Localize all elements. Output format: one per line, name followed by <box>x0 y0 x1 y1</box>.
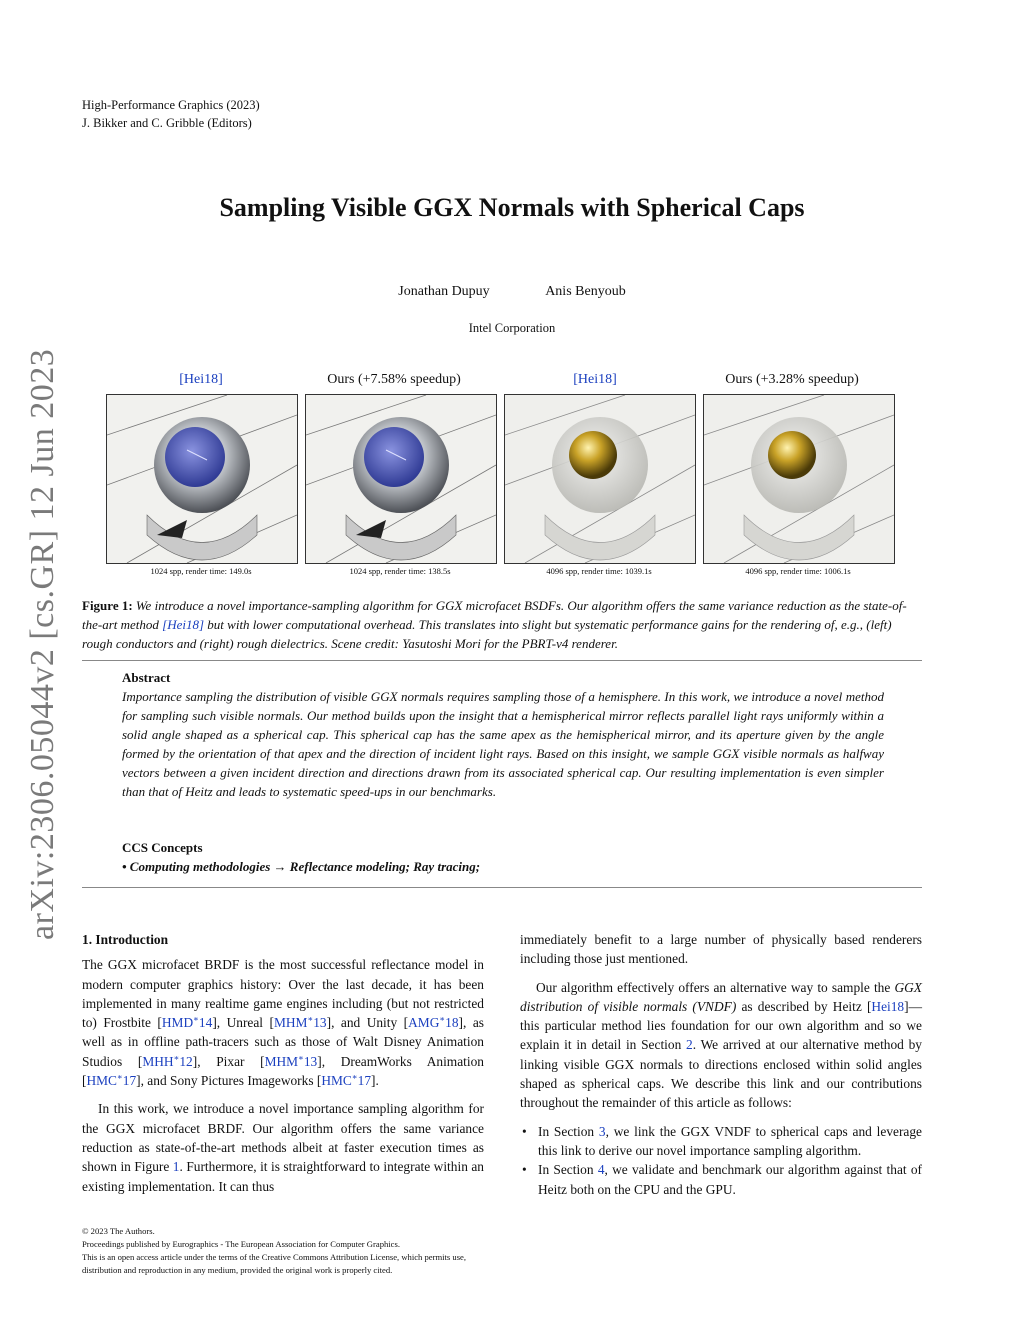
left-column <box>82 930 484 1205</box>
figure-caption <box>82 596 922 653</box>
paragraph: In this work, we introduce a novel importance sampling algorithm for the GGX microfacet BRDF. Our algorithm offers the same variance reduction as state-of-the-art methods albeit at faster execution times as shown in Figure 1. Furthermore, it is straightforward to integrate within an existing implementation. It can thus <box>82 1101 485 1194</box>
render-image-glass-hei18 <box>504 394 696 564</box>
render-image-glass-ours <box>703 394 895 564</box>
render-image-chrome-hei18 <box>106 394 298 564</box>
author-name: Jonathan Dupuy <box>398 284 490 299</box>
list-item: • In Section 4, we validate and benchmark our algorithm against that of Heitz both on the CPU and the GPU. <box>522 1162 923 1197</box>
affiliation: Intel Corporation <box>468 321 556 335</box>
figure-ref-link[interactable]: 1 <box>172 1159 180 1175</box>
citation-link[interactable]: [Hei18] <box>573 372 617 387</box>
citation-link[interactable]: MHM∗13 <box>264 1052 318 1069</box>
figure-panel-heading[interactable] <box>106 372 296 388</box>
panel-caption: 4096 spp, render time: 1006.1s <box>745 566 851 576</box>
citation-link[interactable]: HMC∗17 <box>321 1071 372 1089</box>
paragraph: Our algorithm effectively offers an alternative way to sample the GGX distribution of visible normals (VNDF) as described by Heitz [Hei18]—this particular method lies foundation for our own algorithm and so we explain it in detail in Section 2. We arrived at our alternative method by linking visible GGX normals to directions enclosed within solid angles shaped as spherical caps. We describe this link and our contributions throughout the remainder of this article as follows: <box>520 979 922 1111</box>
ccs-section <box>122 838 884 876</box>
citation-link[interactable]: AMG∗18 <box>408 1013 459 1031</box>
footer-line: This is an open access article under the terms of the Creative Commons Attribution License, which permits use, distribution and reproduction in any medium, provided the original work is properly cited. <box>82 1252 466 1275</box>
citation-link[interactable]: MHM∗13 <box>273 1013 327 1031</box>
figure-panel-heading: Ours (+7.58% speedup) <box>327 372 461 387</box>
contribution-list <box>520 1122 922 1199</box>
panel-caption: 1024 spp, render time: 138.5s <box>349 566 451 576</box>
abstract-section <box>122 668 884 801</box>
figure-panel-heading: Ours (+3.28% speedup) <box>725 372 859 387</box>
copyright-footer <box>82 1225 484 1277</box>
citation-link[interactable]: Hei18 <box>871 998 905 1014</box>
arxiv-watermark: arXiv:2306.05044v2 [cs.GR] 12 Jun 2023 <box>24 348 61 940</box>
venue-line-2: J. Bikker and C. Gribble (Editors) <box>82 116 252 130</box>
render-image-chrome-ours <box>305 394 497 564</box>
figure-caption-text: but with lower computational overhead. This translates into slight but systematic performance gains for the rendering of, e.g., (left) rough conductors and (right) rough dielectrics. Scene credit: Yasutoshi Mori for the PBRT-v4 renderer. <box>82 617 892 651</box>
abstract-text: Importance sampling the distribution of visible GGX normals requires sampling those of a hemisphere. In this work, we introduce a novel method for sampling such visible normals. Our method builds upon the insight that a hemispherical mirror reflects parallel light rays uniformly within a solid angle shaped as a spherical cap. This spherical cap has the same apex as the hemispherical mirror, and its aperture given by the angle formed by the orientation of that apex and the direction of incident light rays. Based on this insight, we sample GGX visible normals as halfway vectors between a given incident direction and directions drawn from its associated spherical cap. Our resulting implementation is even simpler than that of Heitz and leads to systematic speed-ups in our benchmarks. <box>122 689 884 799</box>
figure-panel-heading[interactable] <box>500 372 690 388</box>
ccs-text: • Computing methodologies → Reflectance modeling; Ray tracing; <box>122 859 481 874</box>
author-name: Anis Benyoub <box>545 284 626 299</box>
right-column <box>520 930 922 1199</box>
divider <box>82 887 922 888</box>
footer-line: Proceedings published by Eurographics - The European Association for Computer Graphics. <box>82 1239 400 1249</box>
paragraph: immediately benefit to a large number of physically based renderers including those just mentioned. <box>520 932 922 967</box>
ccs-heading: CCS Concepts <box>122 840 203 855</box>
section-heading: 1. Introduction <box>82 932 169 947</box>
venue-line-1: High-Performance Graphics (2023) <box>82 98 260 112</box>
citation-link[interactable]: MHH∗12 <box>142 1052 193 1069</box>
paper-title: Sampling Visible GGX Normals with Spherical Caps <box>219 193 805 222</box>
abstract-heading: Abstract <box>122 670 171 685</box>
figure-label: Figure 1: <box>82 598 133 613</box>
section-ref-link[interactable]: 2 <box>686 1037 693 1053</box>
citation-link[interactable]: HMD∗14 <box>161 1013 213 1031</box>
bullet-icon: • <box>522 1162 527 1178</box>
citation-link[interactable]: [Hei18] <box>179 372 223 387</box>
author-list <box>0 284 1024 300</box>
figure-caption-text: We introduce a novel importance-sampling algorithm for GGX microfacet BSDFs. Our algorithm offers the same variance reduction as the state-of-the-art method <box>82 598 907 632</box>
divider <box>82 660 922 661</box>
citation-link[interactable]: [Hei18] <box>162 617 205 632</box>
citation-link[interactable]: HMC∗17 <box>86 1071 137 1089</box>
paragraph: The GGX microfacet BRDF is the most successful reflectance model in modern computer graphics history: Over the last decade, it has been implemented in many realtime game engines including (but not restricted to) Frostbite [HMD∗14], Unreal [MHM∗13], and Unity [AMG∗18], as well as in offline path-tracers such as those of Walt Disney Animation Studios [MHH∗12], Pixar [MHM∗13], DreamWorks Animation [HMC∗17], and Sony Pictures Imageworks [HMC∗17]. <box>82 957 484 1089</box>
section-ref-link[interactable]: 4 <box>597 1162 605 1178</box>
list-item: • In Section 3, we link the GGX VNDF to spherical caps and leverage this link to derive our novel importance sampling algorithm. <box>522 1123 923 1158</box>
venue-header <box>82 96 260 132</box>
panel-caption: 4096 spp, render time: 1039.1s <box>546 566 652 576</box>
section-ref-link[interactable]: 3 <box>598 1123 606 1139</box>
panel-caption: 1024 spp, render time: 149.0s <box>150 566 252 576</box>
footer-line: © 2023 The Authors. <box>82 1226 155 1236</box>
bullet-icon: • <box>522 1123 527 1139</box>
